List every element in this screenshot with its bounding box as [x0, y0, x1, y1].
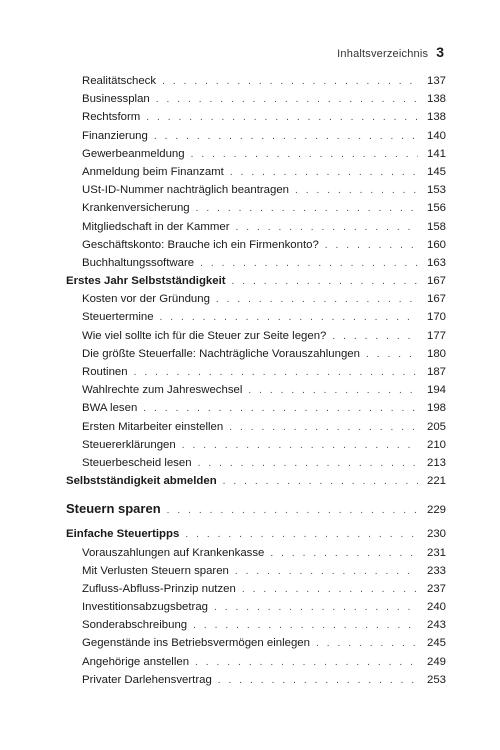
toc-entry-page: 240	[426, 601, 446, 614]
toc-entry[interactable]	[66, 583, 446, 601]
toc-entry[interactable]	[66, 93, 446, 111]
toc-entry[interactable]	[66, 674, 446, 692]
toc-entry-page: 138	[426, 111, 446, 124]
dot-leader	[223, 476, 418, 487]
toc-entry-page: 229	[426, 504, 446, 517]
dot-leader	[295, 185, 418, 196]
dot-leader	[185, 529, 418, 540]
toc-entry-title: Zufluss-Abfluss-Prinzip nutzen	[82, 582, 236, 595]
dot-leader	[156, 94, 418, 105]
toc-entry[interactable]	[66, 402, 446, 420]
toc-entry-title: Vorauszahlungen auf Krankenkasse	[82, 546, 265, 559]
toc-entry-title: Privater Darlehensvertrag	[82, 673, 212, 686]
dot-leader	[235, 566, 418, 577]
dot-leader	[248, 385, 418, 396]
toc-entry-title: Anmeldung beim Finanzamt	[82, 165, 224, 178]
toc-entry[interactable]	[66, 384, 446, 402]
toc-entry-page: 140	[426, 129, 446, 142]
toc-entry[interactable]	[66, 166, 446, 184]
toc-entry-title: Angehörige anstellen	[82, 655, 190, 668]
toc-entry-page: 153	[426, 184, 446, 197]
toc-entry-page: 187	[426, 366, 446, 378]
toc-entry-title: Geschäftskonto: Brauche ich ein Firmenkonto?	[82, 238, 319, 251]
toc-entry-title: Wahlrechte zum Jahreswechsel	[82, 384, 243, 397]
toc-entry-title: Steuererklärungen	[82, 438, 176, 451]
toc-entry-page: 198	[426, 402, 446, 415]
toc-entry-title: Rechtsform	[82, 111, 141, 124]
toc-entry[interactable]	[66, 547, 446, 565]
dot-leader	[143, 403, 418, 414]
dot-leader	[214, 602, 418, 613]
toc-entry-title: Businessplan	[82, 93, 150, 106]
dot-leader	[366, 349, 418, 360]
toc-entry-title: Einfache Steuertipps	[66, 528, 180, 541]
dot-leader	[134, 367, 418, 378]
toc-entry-title: Steuerbescheid lesen	[82, 456, 192, 469]
dot-leader	[232, 276, 418, 287]
toc-entry-title: Buchhaltungssoftware	[82, 256, 195, 269]
toc-entry-title: Ersten Mitarbeiter einstellen	[82, 420, 224, 433]
dot-leader	[200, 258, 418, 269]
toc-entry[interactable]	[66, 184, 446, 202]
toc-entry-page: 160	[426, 238, 446, 251]
toc-entry-page: 194	[426, 384, 446, 397]
toc-entry[interactable]	[66, 619, 446, 637]
toc-entry[interactable]	[66, 656, 446, 674]
toc-entry[interactable]	[66, 202, 446, 220]
toc-entry-title: Routinen	[82, 366, 128, 378]
toc-entry-page: 163	[426, 256, 446, 269]
toc-entry[interactable]	[66, 75, 446, 93]
toc-chapter[interactable]	[66, 275, 446, 293]
dot-leader	[160, 312, 418, 323]
toc-entry[interactable]	[66, 637, 446, 655]
toc-entry[interactable]	[66, 366, 446, 384]
toc-entry-title: Gewerbeanmeldung	[82, 147, 185, 160]
toc-entry[interactable]	[66, 601, 446, 619]
toc-entry-page: 145	[426, 165, 446, 178]
dot-leader	[270, 548, 418, 559]
toc-entry-title: Finanzierung	[82, 129, 148, 142]
toc-entry-page: 233	[426, 564, 446, 577]
dot-leader	[191, 149, 418, 160]
dot-leader	[162, 76, 418, 87]
toc-entry-page: 205	[426, 420, 446, 433]
toc-entry-title: Sonderabschreibung	[82, 619, 188, 632]
toc-entry-page: 245	[426, 637, 446, 650]
toc-entry-page: 177	[426, 329, 446, 342]
toc-chapter[interactable]	[66, 475, 446, 493]
toc-entry-title: Gegenstände ins Betriebsvermögen einlegen	[82, 637, 310, 650]
page-number: 3	[436, 44, 444, 60]
toc-entry-page: 243	[426, 619, 446, 632]
toc-entry-page: 141	[426, 147, 446, 160]
toc-entry-title: Kosten vor der Gründung	[82, 293, 210, 306]
toc-entry[interactable]	[66, 293, 446, 311]
toc-entry-title: USt-ID-Nummer nachträglich beantragen	[82, 184, 290, 197]
toc-entry[interactable]	[66, 330, 446, 348]
toc-entry-page: 170	[426, 311, 446, 324]
toc-part[interactable]	[66, 501, 446, 525]
toc-entry[interactable]	[66, 130, 446, 148]
toc-entry[interactable]	[66, 565, 446, 583]
dot-leader	[236, 222, 419, 233]
toc-entry-page: 158	[426, 220, 446, 233]
toc-entry-title: Realitätscheck	[82, 75, 157, 87]
toc-entry-page: 156	[426, 202, 446, 215]
toc-entry-page: 249	[426, 655, 446, 668]
toc-entry-page: 221	[426, 475, 446, 488]
toc-entry-title: Erstes Jahr Selbstständigkeit	[66, 275, 226, 288]
dot-leader	[216, 294, 418, 305]
toc-entry-page: 180	[426, 347, 446, 360]
dot-leader	[146, 112, 418, 123]
dot-leader	[167, 505, 418, 516]
table-of-contents	[66, 75, 446, 692]
toc-entry[interactable]	[66, 221, 446, 239]
toc-entry[interactable]	[66, 148, 446, 166]
dot-leader	[242, 584, 418, 595]
toc-entry-page: 137	[426, 75, 446, 87]
running-header: Inhaltsverzeichnis	[337, 48, 429, 60]
toc-entry[interactable]	[66, 421, 446, 439]
dot-leader	[196, 203, 418, 214]
dot-leader	[316, 638, 418, 649]
dot-leader	[193, 620, 418, 631]
dot-leader	[332, 331, 418, 342]
toc-entry-title: Die größte Steuerfalle: Nachträgliche Vorauszahlungen	[82, 347, 360, 360]
dot-leader	[195, 657, 418, 668]
toc-entry-title: Mit Verlusten Steuern sparen	[82, 564, 229, 577]
dot-leader	[325, 240, 418, 251]
toc-entry-page: 213	[426, 456, 446, 469]
toc-entry[interactable]	[66, 239, 446, 257]
toc-entry-page: 167	[426, 275, 446, 288]
toc-entry-title: Wie viel sollte ich für die Steuer zur Seite legen?	[82, 329, 327, 342]
toc-entry-title: Krankenversicherung	[82, 202, 190, 215]
toc-entry[interactable]	[66, 257, 446, 275]
toc-entry-page: 138	[426, 93, 446, 106]
dot-leader	[230, 167, 418, 178]
dot-leader	[198, 458, 418, 469]
toc-entry-page: 167	[426, 293, 446, 306]
dot-leader	[229, 422, 418, 433]
toc-entry-title: Steuertermine	[82, 311, 154, 324]
toc-entry[interactable]	[66, 111, 446, 129]
dot-leader	[182, 440, 418, 451]
toc-entry-title: Selbstständigkeit abmelden	[66, 475, 217, 488]
toc-entry-title: Mitgliedschaft in der Kammer	[82, 220, 230, 233]
toc-entry-page: 210	[426, 438, 446, 451]
toc-entry[interactable]	[66, 311, 446, 329]
dot-leader	[154, 131, 418, 142]
toc-entry-page: 253	[426, 673, 446, 686]
page-header	[337, 44, 444, 60]
toc-entry-page: 237	[426, 582, 446, 595]
toc-entry-page: 230	[426, 528, 446, 541]
toc-entry-title: BWA lesen	[82, 402, 138, 415]
toc-entry-title: Investitionsabzugsbetrag	[82, 601, 209, 614]
toc-entry-title: Steuern sparen	[66, 501, 161, 517]
toc-entry[interactable]	[66, 348, 446, 366]
dot-leader	[218, 675, 418, 686]
toc-entry[interactable]	[66, 439, 446, 457]
toc-entry[interactable]	[66, 457, 446, 475]
toc-chapter[interactable]	[66, 528, 446, 546]
toc-entry-page: 231	[426, 546, 446, 559]
